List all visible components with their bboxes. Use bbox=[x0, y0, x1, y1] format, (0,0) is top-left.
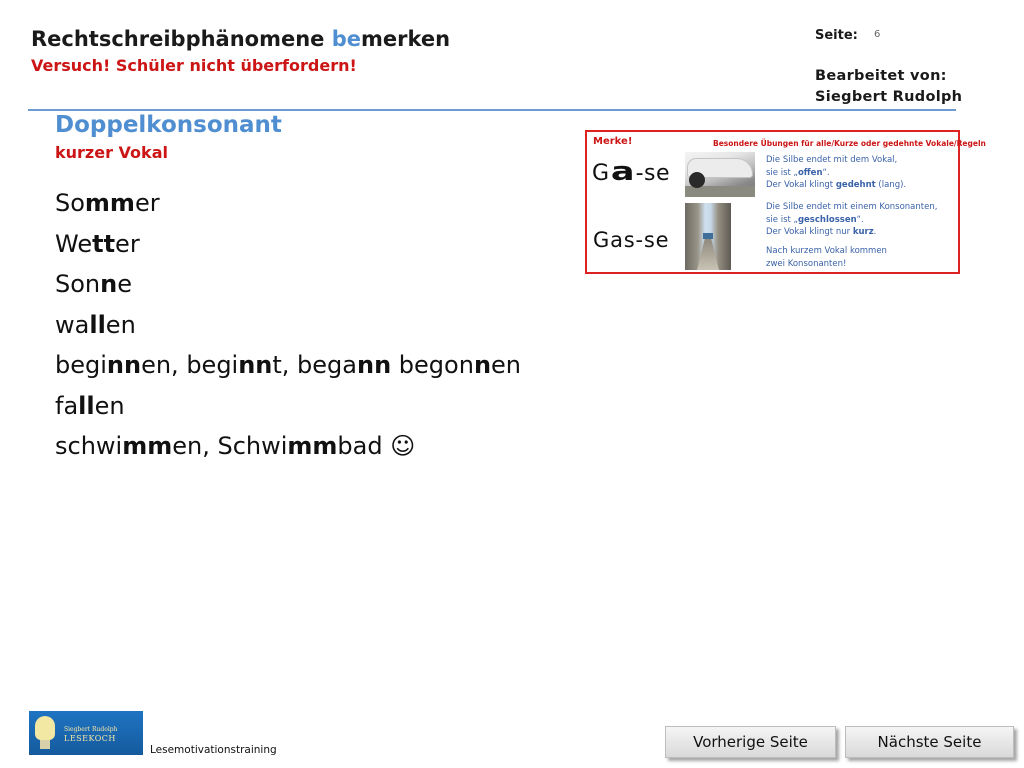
word-closed-syllable: Gas-se bbox=[593, 228, 670, 252]
text-segment: sie ist „ bbox=[766, 167, 798, 178]
page-title bbox=[31, 27, 450, 51]
lightbulb-icon bbox=[35, 716, 55, 740]
text-segment: sie ist „ bbox=[766, 214, 798, 225]
text-segment: er bbox=[115, 229, 140, 258]
text-segment: Nach kurzem Vokal kommen bbox=[766, 246, 887, 256]
text-segment: en, begi bbox=[141, 351, 239, 379]
rule-line bbox=[766, 214, 937, 227]
word-list bbox=[55, 183, 521, 467]
rule-line bbox=[766, 226, 937, 239]
previous-page-button[interactable]: Vorherige Seite bbox=[665, 726, 836, 758]
lightbulb-base bbox=[40, 740, 50, 749]
lesekoch-logo bbox=[29, 711, 143, 755]
emphasized-letters: tt bbox=[92, 229, 116, 258]
alley-path-shape bbox=[697, 239, 719, 270]
word-item bbox=[55, 224, 521, 265]
text-segment: “. bbox=[822, 167, 830, 178]
section-subtitle: kurzer Vokal bbox=[55, 143, 168, 162]
text-segment: Die Silbe endet mit dem Vokal, bbox=[766, 155, 898, 165]
editor-block bbox=[815, 66, 962, 108]
rule-open-syllable bbox=[766, 154, 906, 192]
editor-name: Siegbert Rudolph bbox=[815, 89, 963, 105]
text-segment: So bbox=[55, 189, 85, 217]
next-page-button[interactable]: Nächste Seite bbox=[845, 726, 1014, 758]
emphasized-letters: n bbox=[473, 351, 492, 379]
page-subtitle: Versuch! Schüler nicht überfordern! bbox=[31, 56, 357, 75]
emphasized-letters: ll bbox=[89, 310, 106, 339]
word-item bbox=[55, 305, 521, 346]
emphasized-letters: gedehnt bbox=[835, 180, 876, 190]
text-segment: . bbox=[873, 227, 877, 237]
emphasized-letters: offen bbox=[797, 167, 823, 178]
rule-closed-syllable bbox=[766, 201, 937, 239]
word-open-end: -se bbox=[635, 161, 671, 186]
text-segment: (lang). bbox=[875, 180, 907, 190]
text-segment: “. bbox=[856, 214, 864, 225]
title-part-1: Rechtschreibphänomene bbox=[31, 27, 332, 51]
text-segment: en bbox=[94, 391, 125, 420]
text-segment: en, Schwi bbox=[172, 432, 288, 460]
text-segment: begon bbox=[391, 351, 474, 379]
footer-label: Lesemotivationstraining bbox=[150, 744, 277, 756]
text-segment: e bbox=[117, 270, 132, 298]
word-item bbox=[55, 426, 521, 467]
rule-line bbox=[766, 245, 887, 258]
emphasized-letters: ll bbox=[78, 391, 95, 420]
rule-line bbox=[766, 154, 906, 167]
word-open-syllable bbox=[592, 157, 670, 187]
rule-line bbox=[766, 179, 906, 192]
editor-label: Bearbeitet von: bbox=[815, 68, 947, 84]
emphasized-letters: mm bbox=[84, 189, 135, 217]
text-segment: schwi bbox=[55, 432, 123, 460]
text-segment: begi bbox=[55, 351, 107, 379]
narrow-alley-photo bbox=[685, 203, 731, 270]
text-segment: en bbox=[491, 351, 522, 379]
text-segment: Der Vokal klingt nur bbox=[766, 227, 853, 237]
section-title: Doppelkonsonant bbox=[55, 112, 282, 138]
text-segment: fa bbox=[55, 391, 79, 420]
wheel-shape bbox=[689, 172, 705, 188]
text-segment: bad ☺ bbox=[337, 432, 416, 460]
emphasized-letters: nn bbox=[106, 351, 142, 379]
word-item bbox=[55, 386, 521, 427]
page-number: 6 bbox=[874, 29, 881, 40]
emphasized-letters: nn bbox=[357, 351, 392, 379]
emphasized-letters: n bbox=[100, 270, 118, 298]
emphasized-letters: mm bbox=[287, 432, 338, 460]
emphasized-letters: nn bbox=[238, 351, 273, 379]
merke-box bbox=[585, 130, 986, 274]
word-item bbox=[55, 264, 521, 305]
emphasized-letters: kurz bbox=[852, 227, 874, 237]
header-divider bbox=[28, 109, 956, 111]
text-segment: Son bbox=[55, 270, 101, 298]
text-segment: en bbox=[105, 310, 136, 339]
merke-title: Merke! bbox=[593, 136, 633, 147]
text-segment: zwei Konsonanten! bbox=[766, 258, 847, 269]
text-segment: We bbox=[55, 229, 93, 258]
text-segment: Der Vokal klingt bbox=[766, 180, 836, 190]
emphasized-letters: geschlossen bbox=[797, 214, 857, 225]
sea-shape bbox=[703, 233, 713, 239]
rule-note bbox=[766, 245, 887, 270]
merke-heading: Besondere Übungen für alle/Kurze oder gedehnte Vokale/Regeln bbox=[713, 139, 986, 148]
rule-line bbox=[766, 167, 906, 180]
word-open-vowel: a bbox=[610, 157, 635, 187]
text-segment: er bbox=[134, 189, 160, 217]
word-open-start: G bbox=[592, 161, 610, 186]
rule-line bbox=[766, 201, 937, 214]
title-part-3: merken bbox=[361, 27, 451, 51]
word-item bbox=[55, 183, 521, 224]
text-segment: Die Silbe endet mit einem Konsonanten, bbox=[766, 202, 938, 212]
page-label: Seite: bbox=[815, 28, 858, 43]
title-highlight: be bbox=[331, 27, 362, 51]
emphasized-letters: mm bbox=[122, 432, 173, 460]
word-item bbox=[55, 345, 521, 386]
text-segment: wa bbox=[55, 310, 90, 339]
rule-line bbox=[766, 258, 887, 271]
logo-brand: LESEKOCH bbox=[64, 734, 116, 743]
text-segment: t, bega bbox=[272, 351, 357, 379]
car-road-photo bbox=[685, 152, 755, 197]
logo-author: Siegbert Rudolph bbox=[64, 726, 118, 733]
